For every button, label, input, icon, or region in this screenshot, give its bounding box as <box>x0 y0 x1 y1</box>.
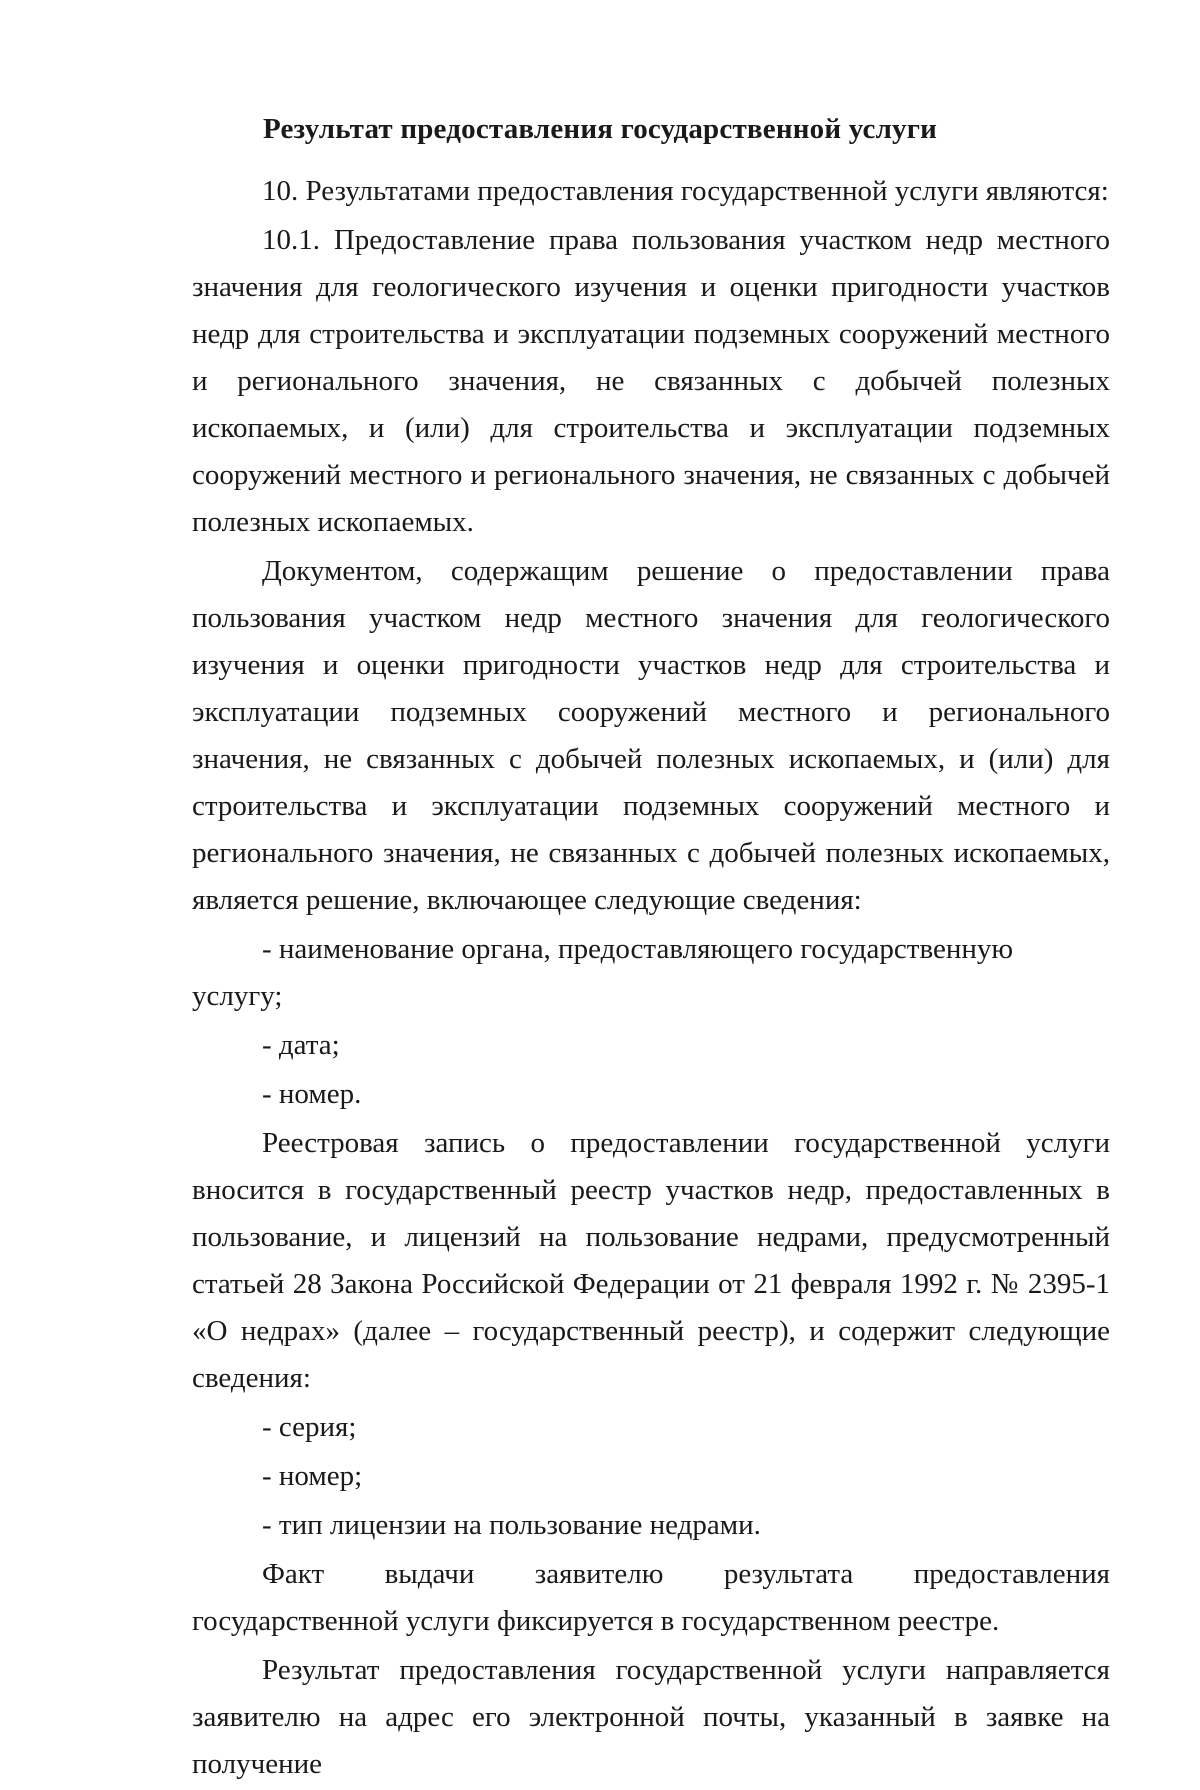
paragraph-result-delivery: Результат предоставления государственной услуги направляется заявителю на адрес его электронной почты, указанный в заявке на получение <box>192 1654 1110 1780</box>
list-item: - дата; <box>262 1029 340 1061</box>
paragraph-issuance-fact: Факт выдачи заявителю результата предоставления государственной услуги фиксируется в государственном реестре. <box>192 1558 1110 1637</box>
paragraph-10-1: 10.1. Предоставление права пользования участком недр местного значения для геологического изучения и оценки пригодности участков недр для строительства и эксплуатации подземных сооружений местного и регионального значения, не связанных с добычей полезных ископаемых, и (или) для строительства и эксплуатации подземных сооружений местного и регионального значения, не связанных с добычей полезных ископаемых. <box>192 224 1110 538</box>
list-item: - номер. <box>262 1078 362 1110</box>
list-item: - наименование органа, предоставляющего государственную услугу; <box>192 933 1014 1012</box>
paragraph-decision-document: Документом, содержащим решение о предоставлении права пользования участком недр местного значения для геологического изучения и оценки пригодности участков недр для строительства и эксплуатации подземных сооружений местного и регионального значения, не связанных с добычей полезных ископаемых, и (или) для строительства и эксплуатации подземных сооружений местного и регионального значения, не связанных с добычей полезных ископаемых, является решение, включающее следующие сведения: <box>192 555 1110 916</box>
list-item: - номер; <box>262 1460 363 1492</box>
list-item: - серия; <box>262 1411 357 1443</box>
paragraph-registry-entry: Реестровая запись о предоставлении государственной услуги вносится в государственный реестр участков недр, предоставленных в пользование, и лицензий на пользование недрами, предусмотренный статьей 28 Закона Российской Федерации от 21 февраля 1992 г. № 2395-1 «О недрах» (далее – государственный реестр), и содержит следующие сведения: <box>192 1127 1110 1394</box>
list-item: - тип лицензии на пользование недрами. <box>262 1509 761 1541</box>
paragraph-results-intro: 10. Результатами предоставления государственной услуги являются: <box>262 175 1109 207</box>
section-heading: Результат предоставления государственной услуги <box>262 113 938 145</box>
document-body <box>192 168 1110 1790</box>
